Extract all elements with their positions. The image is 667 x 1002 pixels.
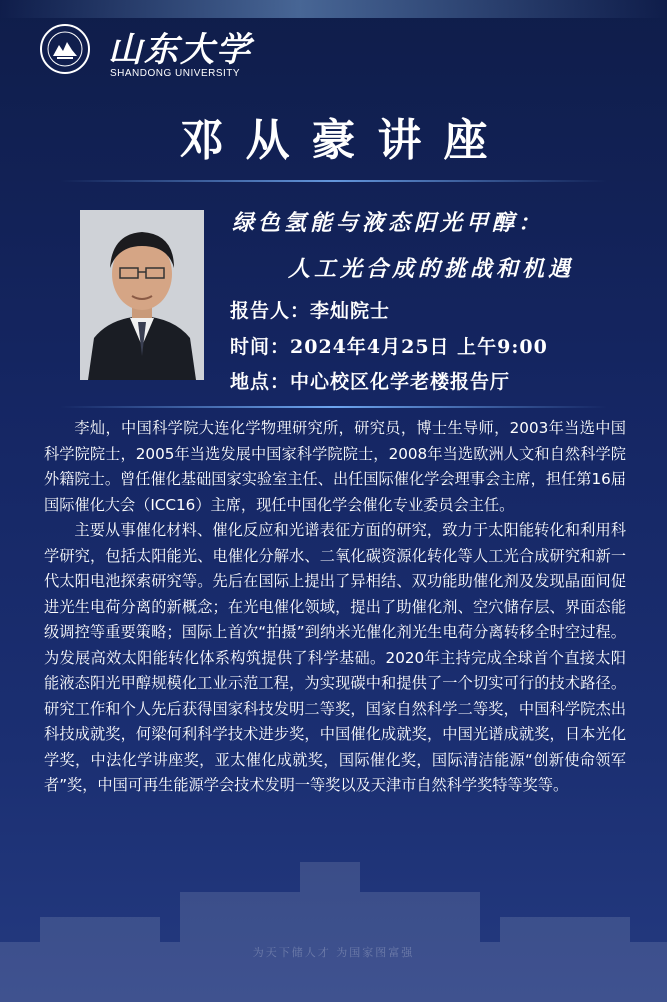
lecture-topic-line1: 绿色氢能与液态阳光甲醇：	[232, 210, 545, 236]
brand-name-english: SHANDONG UNIVERSITY	[110, 68, 241, 79]
place-info: 地点：中心校区化学老楼报告厅	[230, 371, 511, 393]
campus-building-watermark	[0, 862, 667, 1002]
university-header	[40, 22, 340, 82]
university-motto-watermark: 为天下储人才 为国家图富强	[252, 946, 415, 959]
lecture-series-title: 邓从豪讲座	[179, 115, 510, 166]
speaker-photo	[80, 210, 204, 380]
info-divider	[60, 406, 607, 408]
time-info: 时间：2024年4月25日 上午9:00	[230, 336, 548, 358]
speaker-info: 报告人：李灿院士	[230, 300, 391, 322]
brand-name-chinese: 山东大学	[108, 30, 252, 70]
bio-paragraph: 李灿，中国科学院大连化学物理研究所，研究员，博士生导师，2003年当选中国科学院院士，2005年当选发展中国家科学院院士，2008年当选欧洲人文和自然科学院外籍院士。曾任催化基础国家实验室主任、出任国际催化学会理事会主席，担任第16届国际催化大会（ICC16）主席，现任中国化学会催化专业委员会主任。	[44, 419, 626, 514]
bio-paragraph: 主要从事催化材料、催化反应和光谱表征方面的研究，致力于太阳能转化和利用科学研究，包括太阳能光、电催化分解水、二氧化碳资源化转化等人工光合成研究和新一代太阳电池探索研究等。先后在国际上提出了异相结、双功能助催化剂及发现晶面间促进光生电荷分离的新概念；在光电催化领域，提出了助催化剂、空穴储存层、界面态能级调控等重要策略；国际上首次“拍摄”到纳米光催化剂光生电荷分离转移全时空过程。为发展高效太阳能转化体系构筑提供了科学基础。2020年主持完成全球首个直接太阳能液态阳光甲醇规模化工业示范工程，为实现碳中和提供了一个切实可行的技术路径。研究工作和个人先后获得国家科技发明二等奖，国家自然科学二等奖，中国科学院杰出科技成就奖，何梁何利科学技术进步奖，中国催化成就奖，中国光谱成就奖，日本光化学奖，中法化学讲座奖，亚太催化成就奖，国际催化奖，国际清洁能源“创新使命领军者”奖，中国可再生能源学会技术发明一等奖以及天津市自然科学奖特等奖等。	[44, 521, 626, 794]
shandong-university-seal-icon	[40, 24, 90, 74]
lecture-topic-line2: 人工光合成的挑战和机遇	[288, 256, 575, 282]
speaker-biography	[44, 416, 626, 799]
top-decorative-band	[0, 0, 667, 18]
title-divider	[60, 180, 607, 182]
